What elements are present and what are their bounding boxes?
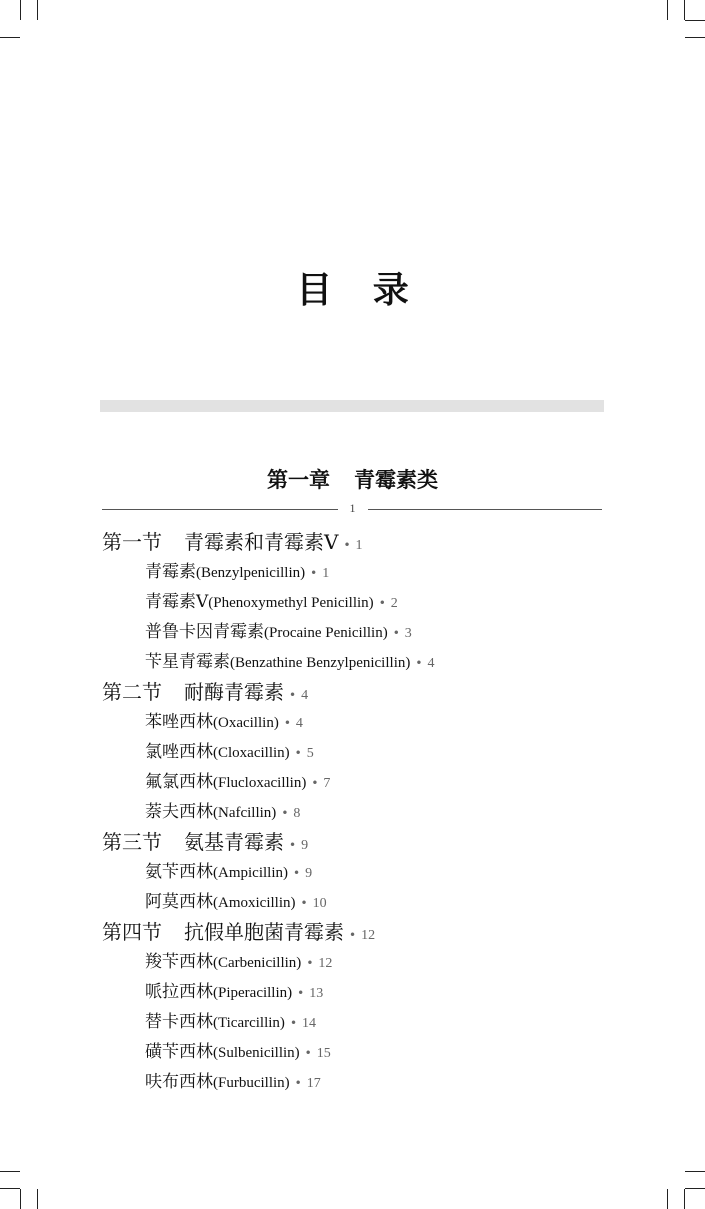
toc-entry[interactable] <box>145 557 705 587</box>
crop-mark <box>0 1171 20 1172</box>
entry-chinese-name: 苯唑西林 <box>145 712 213 732</box>
leader-dot: • <box>310 566 318 580</box>
page-number: 7 <box>323 776 331 791</box>
entry-chinese-name: 氟氯西林 <box>145 772 213 792</box>
entry-chinese-name: 氨苄西林 <box>145 862 213 882</box>
crop-mark <box>685 1188 705 1189</box>
page-number: 2 <box>390 596 398 611</box>
entry-chinese-name: 青霉素Ⅴ <box>145 592 209 612</box>
page-number: 9 <box>301 838 309 853</box>
entry-english-name: (Benzathine Benzylpenicillin) <box>230 655 411 671</box>
leader-dot: • <box>289 688 297 702</box>
entry-english-name: (Sulbenicillin) <box>213 1045 300 1061</box>
leader-dot: • <box>281 806 289 820</box>
leader-dot: • <box>349 928 357 942</box>
toc-entry[interactable] <box>145 947 705 977</box>
crop-mark <box>685 20 705 21</box>
entry-chinese-name: 羧苄西林 <box>145 952 213 972</box>
entry-english-name: (Oxacillin) <box>213 715 279 731</box>
page-number: 3 <box>404 626 412 641</box>
page-number: 4 <box>427 656 435 671</box>
entry-chinese-name: 哌拉西林 <box>145 982 213 1002</box>
crop-mark <box>667 0 668 20</box>
entry-english-name: (Cloxacillin) <box>213 745 290 761</box>
page-number: 9 <box>305 866 313 881</box>
page-number: 14 <box>302 1016 317 1031</box>
leader-dot: • <box>378 596 386 610</box>
entry-chinese-name: 磺苄西林 <box>145 1042 213 1062</box>
crop-mark <box>685 37 705 38</box>
entry-english-name: (Procaine Penicillin) <box>264 625 388 641</box>
leader-dot: • <box>289 1016 298 1030</box>
entry-chinese-name: 青霉素 <box>145 562 196 582</box>
page-number: 17 <box>306 1076 321 1091</box>
table-of-contents <box>0 527 705 1097</box>
crop-mark <box>684 1189 685 1209</box>
entry-english-name: (Nafcillin) <box>213 805 277 821</box>
page-number: 13 <box>309 986 324 1001</box>
toc-section[interactable] <box>102 917 705 947</box>
toc-entry[interactable] <box>145 737 705 767</box>
toc-entry[interactable] <box>145 797 705 827</box>
header-band <box>100 400 604 412</box>
leader-dot: • <box>392 626 400 640</box>
entry-english-name: (Ampicillin) <box>213 865 288 881</box>
leader-dot: • <box>297 986 305 1000</box>
toc-section[interactable] <box>102 827 705 857</box>
toc-entry[interactable] <box>145 617 705 647</box>
entry-chinese-name: 萘夫西林 <box>145 802 213 822</box>
crop-mark <box>37 0 38 20</box>
page-number: 5 <box>306 746 314 761</box>
page-number: 10 <box>312 896 327 911</box>
section-number: 第二节 <box>102 680 162 704</box>
leader-dot: • <box>289 838 297 852</box>
toc-entry[interactable] <box>145 707 705 737</box>
entry-english-name: (Piperacillin) <box>213 985 293 1001</box>
section-number: 第一节 <box>102 530 162 554</box>
chapter-heading <box>0 464 705 494</box>
section-title: 抗假单胞菌青霉素 <box>184 920 344 944</box>
toc-section[interactable] <box>102 677 705 707</box>
entry-chinese-name: 阿莫西林 <box>145 892 213 912</box>
leader-dot: • <box>415 656 423 670</box>
leader-dot: • <box>343 538 351 552</box>
leader-dot: • <box>304 1046 312 1060</box>
toc-entry[interactable] <box>145 1007 705 1037</box>
crop-mark <box>685 1171 705 1172</box>
page-number: 15 <box>316 1046 331 1061</box>
leader-dot: • <box>294 1076 302 1090</box>
entry-chinese-name: 普鲁卡因青霉素 <box>145 622 264 642</box>
crop-mark <box>20 0 21 20</box>
chapter-title: 青霉素类 <box>354 468 438 492</box>
entry-english-name: (Furbucillin) <box>213 1075 290 1091</box>
entry-chinese-name: 苄星青霉素 <box>145 652 230 672</box>
toc-entry[interactable] <box>145 977 705 1007</box>
toc-entry[interactable] <box>145 887 705 917</box>
crop-mark <box>0 1188 20 1189</box>
section-title: 耐酶青霉素 <box>184 680 284 704</box>
leader-dot: • <box>283 716 291 730</box>
entry-english-name: (Phenoxymethyl Penicillin) <box>208 595 374 611</box>
section-title: 青霉素和青霉素Ⅴ <box>184 530 339 554</box>
entry-chinese-name: 替卡西林 <box>145 1012 213 1032</box>
entry-chinese-name: 氯唑西林 <box>145 742 213 762</box>
leader-dot: • <box>300 896 308 910</box>
entry-chinese-name: 呋布西林 <box>145 1072 213 1092</box>
leader-dot: • <box>311 776 319 790</box>
entry-english-name: (Carbenicillin) <box>213 955 302 971</box>
crop-mark <box>20 1189 21 1209</box>
section-number: 第三节 <box>102 830 162 854</box>
page-number: 1 <box>355 538 363 553</box>
leader-dot: • <box>293 866 301 880</box>
toc-entry[interactable] <box>145 1067 705 1097</box>
crop-mark <box>684 0 685 20</box>
page-number: 12 <box>318 956 333 971</box>
chapter-rule-right <box>368 509 602 510</box>
section-number: 第四节 <box>102 920 162 944</box>
leader-dot: • <box>294 746 302 760</box>
toc-entry[interactable] <box>145 1037 705 1067</box>
toc-entry[interactable] <box>145 587 705 617</box>
entry-english-name: (Ticarcillin) <box>213 1015 285 1031</box>
toc-entry[interactable] <box>145 647 705 677</box>
crop-mark <box>37 1189 38 1209</box>
section-title: 氨基青霉素 <box>184 830 284 854</box>
page-number: 4 <box>301 688 309 703</box>
crop-mark <box>0 37 20 38</box>
entry-english-name: (Amoxicillin) <box>213 895 296 911</box>
chapter-number: 第一章 <box>267 468 330 492</box>
leader-dot: • <box>306 956 314 970</box>
page-title: 目 录 <box>296 270 423 311</box>
chapter-page-number: 1 <box>349 501 356 515</box>
page-number: 1 <box>322 566 330 581</box>
toc-entry[interactable] <box>145 857 705 887</box>
page-number: 4 <box>295 716 303 731</box>
entry-english-name: (Flucloxacillin) <box>213 775 307 791</box>
toc-section[interactable] <box>102 527 705 557</box>
page-number: 8 <box>293 806 301 821</box>
entry-english-name: (Benzylpenicillin) <box>196 565 306 581</box>
toc-entry[interactable] <box>145 767 705 797</box>
crop-mark <box>667 1189 668 1209</box>
page-number: 12 <box>361 928 376 943</box>
